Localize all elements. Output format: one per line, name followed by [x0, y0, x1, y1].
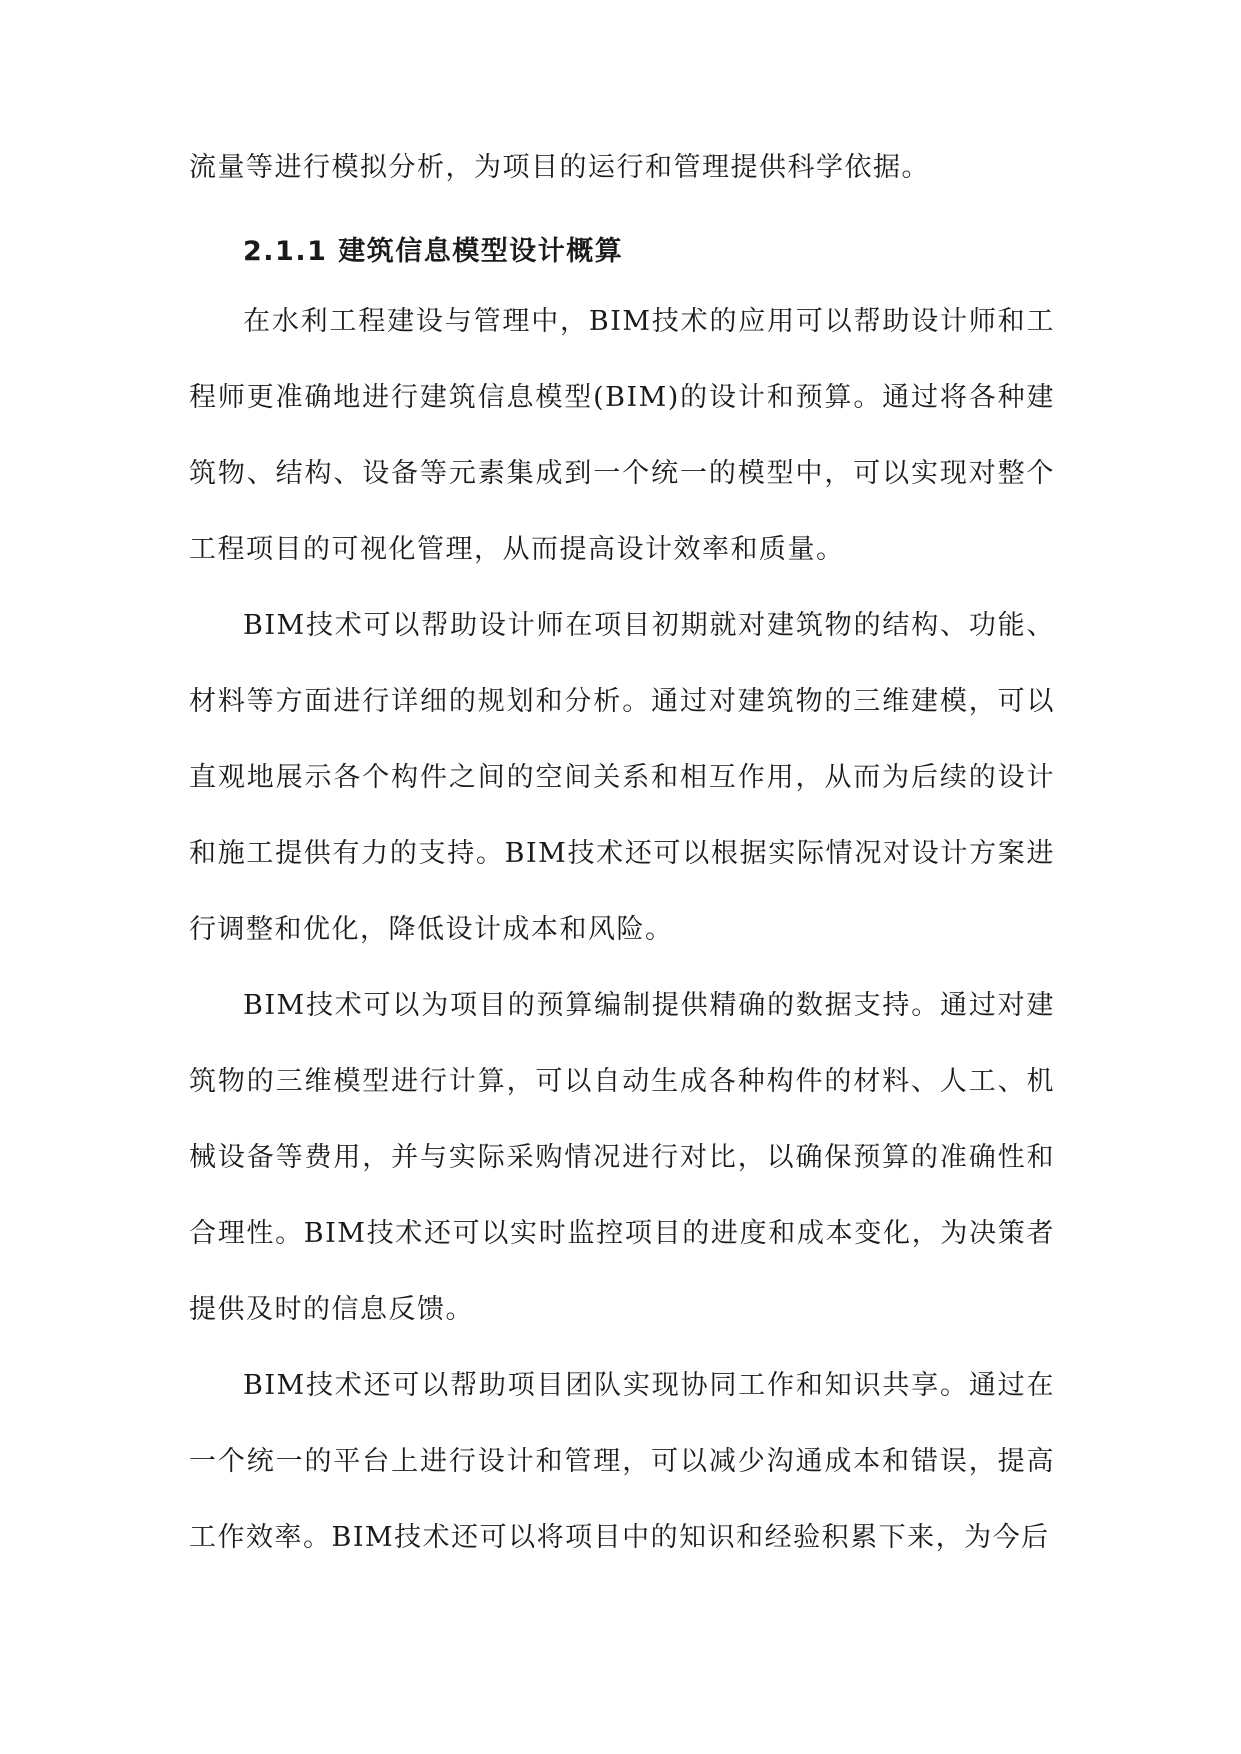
paragraph-1: 在水利工程建设与管理中，BIM技术的应用可以帮助设计师和工程师更准确地进行建筑信息模型(BIM)的设计和预算。通过将各种建筑物、结构、设备等元素集成到一个统一的模型中，可以实现对整个工程项目的可视化管理，从而提高设计效率和质量。 [189, 306, 1055, 565]
paragraph-3: BIM技术可以为项目的预算编制提供精确的数据支持。通过对建筑物的三维模型进行计算，可以自动生成各种构件的材料、人工、机械设备等费用，并与实际采购情况进行对比，以确保预算的准确性和合理性。BIM技术还可以实时监控项目的进度和成本变化，为决策者提供及时的信息反馈。 [189, 990, 1055, 1325]
paragraph-4: BIM技术还可以帮助项目团队实现协同工作和知识共享。通过在一个统一的平台上进行设计和管理，可以减少沟通成本和错误，提高工作效率。BIM技术还可以将项目中的知识和经验积累下来，为今后 [189, 1370, 1055, 1553]
section-heading: 2.1.1 建筑信息模型设计概算 [243, 236, 624, 267]
document-body [189, 130, 1055, 1576]
paragraph-2: BIM技术可以帮助设计师在项目初期就对建筑物的结构、功能、材料等方面进行详细的规划和分析。通过对建筑物的三维建模，可以直观地展示各个构件之间的空间关系和相互作用，从而为后续的设计和施工提供有力的支持。BIM技术还可以根据实际情况对设计方案进行调整和优化，降低设计成本和风险。 [189, 610, 1055, 945]
continuation-paragraph: 流量等进行模拟分析，为项目的运行和管理提供科学依据。 [189, 152, 930, 183]
